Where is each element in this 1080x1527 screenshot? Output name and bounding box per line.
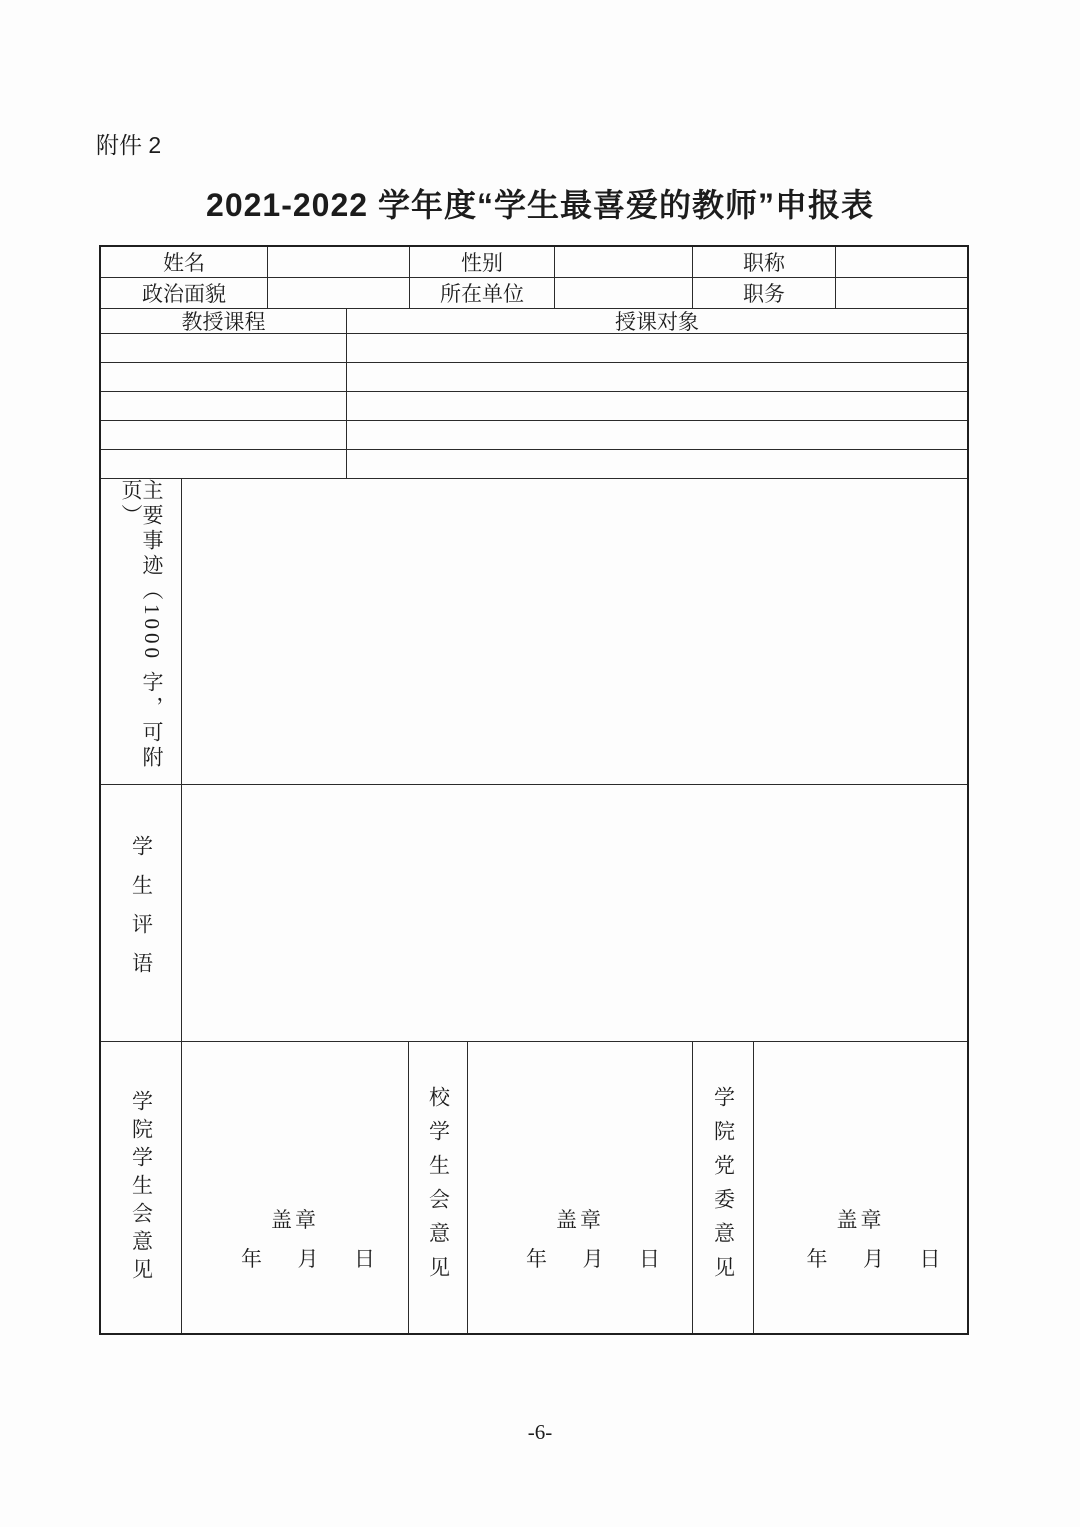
course-target-cell xyxy=(347,392,967,420)
course-row xyxy=(101,334,967,363)
college-union-stamp-label: 盖章 xyxy=(271,1208,319,1232)
teaching-target-label-cell: 授课对象 xyxy=(615,310,699,333)
course-row xyxy=(101,363,967,392)
college-union-opinion-label-cell xyxy=(101,1042,182,1333)
course-name-cell xyxy=(101,334,347,362)
course-target-cell xyxy=(347,450,967,478)
courses-taught-label-cell: 教授课程 xyxy=(101,309,347,333)
student-comments-label-cell xyxy=(101,785,182,1041)
year-label: 年 xyxy=(806,1247,828,1271)
party-committee-opinion-label: 学院党委意见 xyxy=(711,1085,736,1290)
gender-label-cell: 性别 xyxy=(410,247,555,277)
course-header-row xyxy=(101,309,967,334)
position-label-cell: 职务 xyxy=(693,278,836,308)
course-name-cell xyxy=(101,450,347,478)
page-number: -6- xyxy=(527,1420,553,1444)
opinions-row xyxy=(101,1042,967,1333)
year-label: 年 xyxy=(241,1247,262,1271)
name-label-cell: 姓名 xyxy=(101,247,268,277)
university-union-opinion-body xyxy=(468,1042,693,1333)
course-target-cell xyxy=(347,363,967,391)
info-row-2 xyxy=(101,278,967,309)
party-committee-opinion-label-cell xyxy=(693,1042,754,1333)
course-name-cell xyxy=(101,392,347,420)
university-union-opinion-label-cell xyxy=(409,1042,468,1333)
prof-title-value-cell xyxy=(836,247,967,277)
university-union-opinion-label: 校学生会意见 xyxy=(426,1085,451,1290)
party-committee-date-row xyxy=(807,1243,941,1273)
course-target-cell xyxy=(347,421,967,449)
course-row xyxy=(101,392,967,421)
main-deeds-row xyxy=(101,479,967,785)
gender-value-cell xyxy=(555,247,693,277)
course-target-cell xyxy=(347,334,967,362)
work-unit-label-cell: 所在单位 xyxy=(410,278,555,308)
prof-title-label-cell: 职称 xyxy=(693,247,836,277)
student-comments-row xyxy=(101,785,967,1042)
party-committee-opinion-body xyxy=(754,1042,967,1333)
course-row xyxy=(101,450,967,479)
university-union-stamp-label: 盖章 xyxy=(556,1208,604,1232)
day-label: 日 xyxy=(354,1247,375,1271)
political-status-value-cell xyxy=(268,278,410,308)
university-union-date-row xyxy=(526,1243,660,1273)
name-value-cell xyxy=(268,247,410,277)
month-label: 月 xyxy=(863,1247,884,1271)
political-status-label-cell: 政治面貌 xyxy=(101,278,268,308)
attachment-label: 附件 2 xyxy=(96,132,162,158)
work-unit-value-cell xyxy=(555,278,693,308)
college-union-opinion-label: 学院学生会意见 xyxy=(129,1089,154,1286)
college-union-date-row xyxy=(241,1243,375,1273)
position-value-cell xyxy=(836,278,967,308)
day-label: 日 xyxy=(639,1247,660,1271)
course-name-cell xyxy=(101,363,347,391)
day-label: 日 xyxy=(919,1247,941,1271)
party-committee-stamp-label: 盖章 xyxy=(836,1208,885,1232)
page-title: 2021-2022 学年度“学生最喜爱的教师”申报表 xyxy=(206,187,874,223)
month-label: 月 xyxy=(582,1247,604,1271)
main-deeds-content-cell xyxy=(182,479,967,784)
month-label: 月 xyxy=(297,1247,319,1271)
course-row xyxy=(101,421,967,450)
year-label: 年 xyxy=(526,1247,547,1271)
main-deeds-label-cell xyxy=(101,479,182,784)
course-name-cell xyxy=(101,421,347,449)
info-row-1 xyxy=(101,247,967,278)
main-deeds-label: 主要事迹（1000 字，可附页） xyxy=(119,479,164,772)
application-form-table xyxy=(99,245,969,1335)
student-comments-content-cell xyxy=(182,785,967,1041)
college-union-opinion-body xyxy=(182,1042,409,1333)
student-comments-label: 学生评语 xyxy=(129,835,154,991)
